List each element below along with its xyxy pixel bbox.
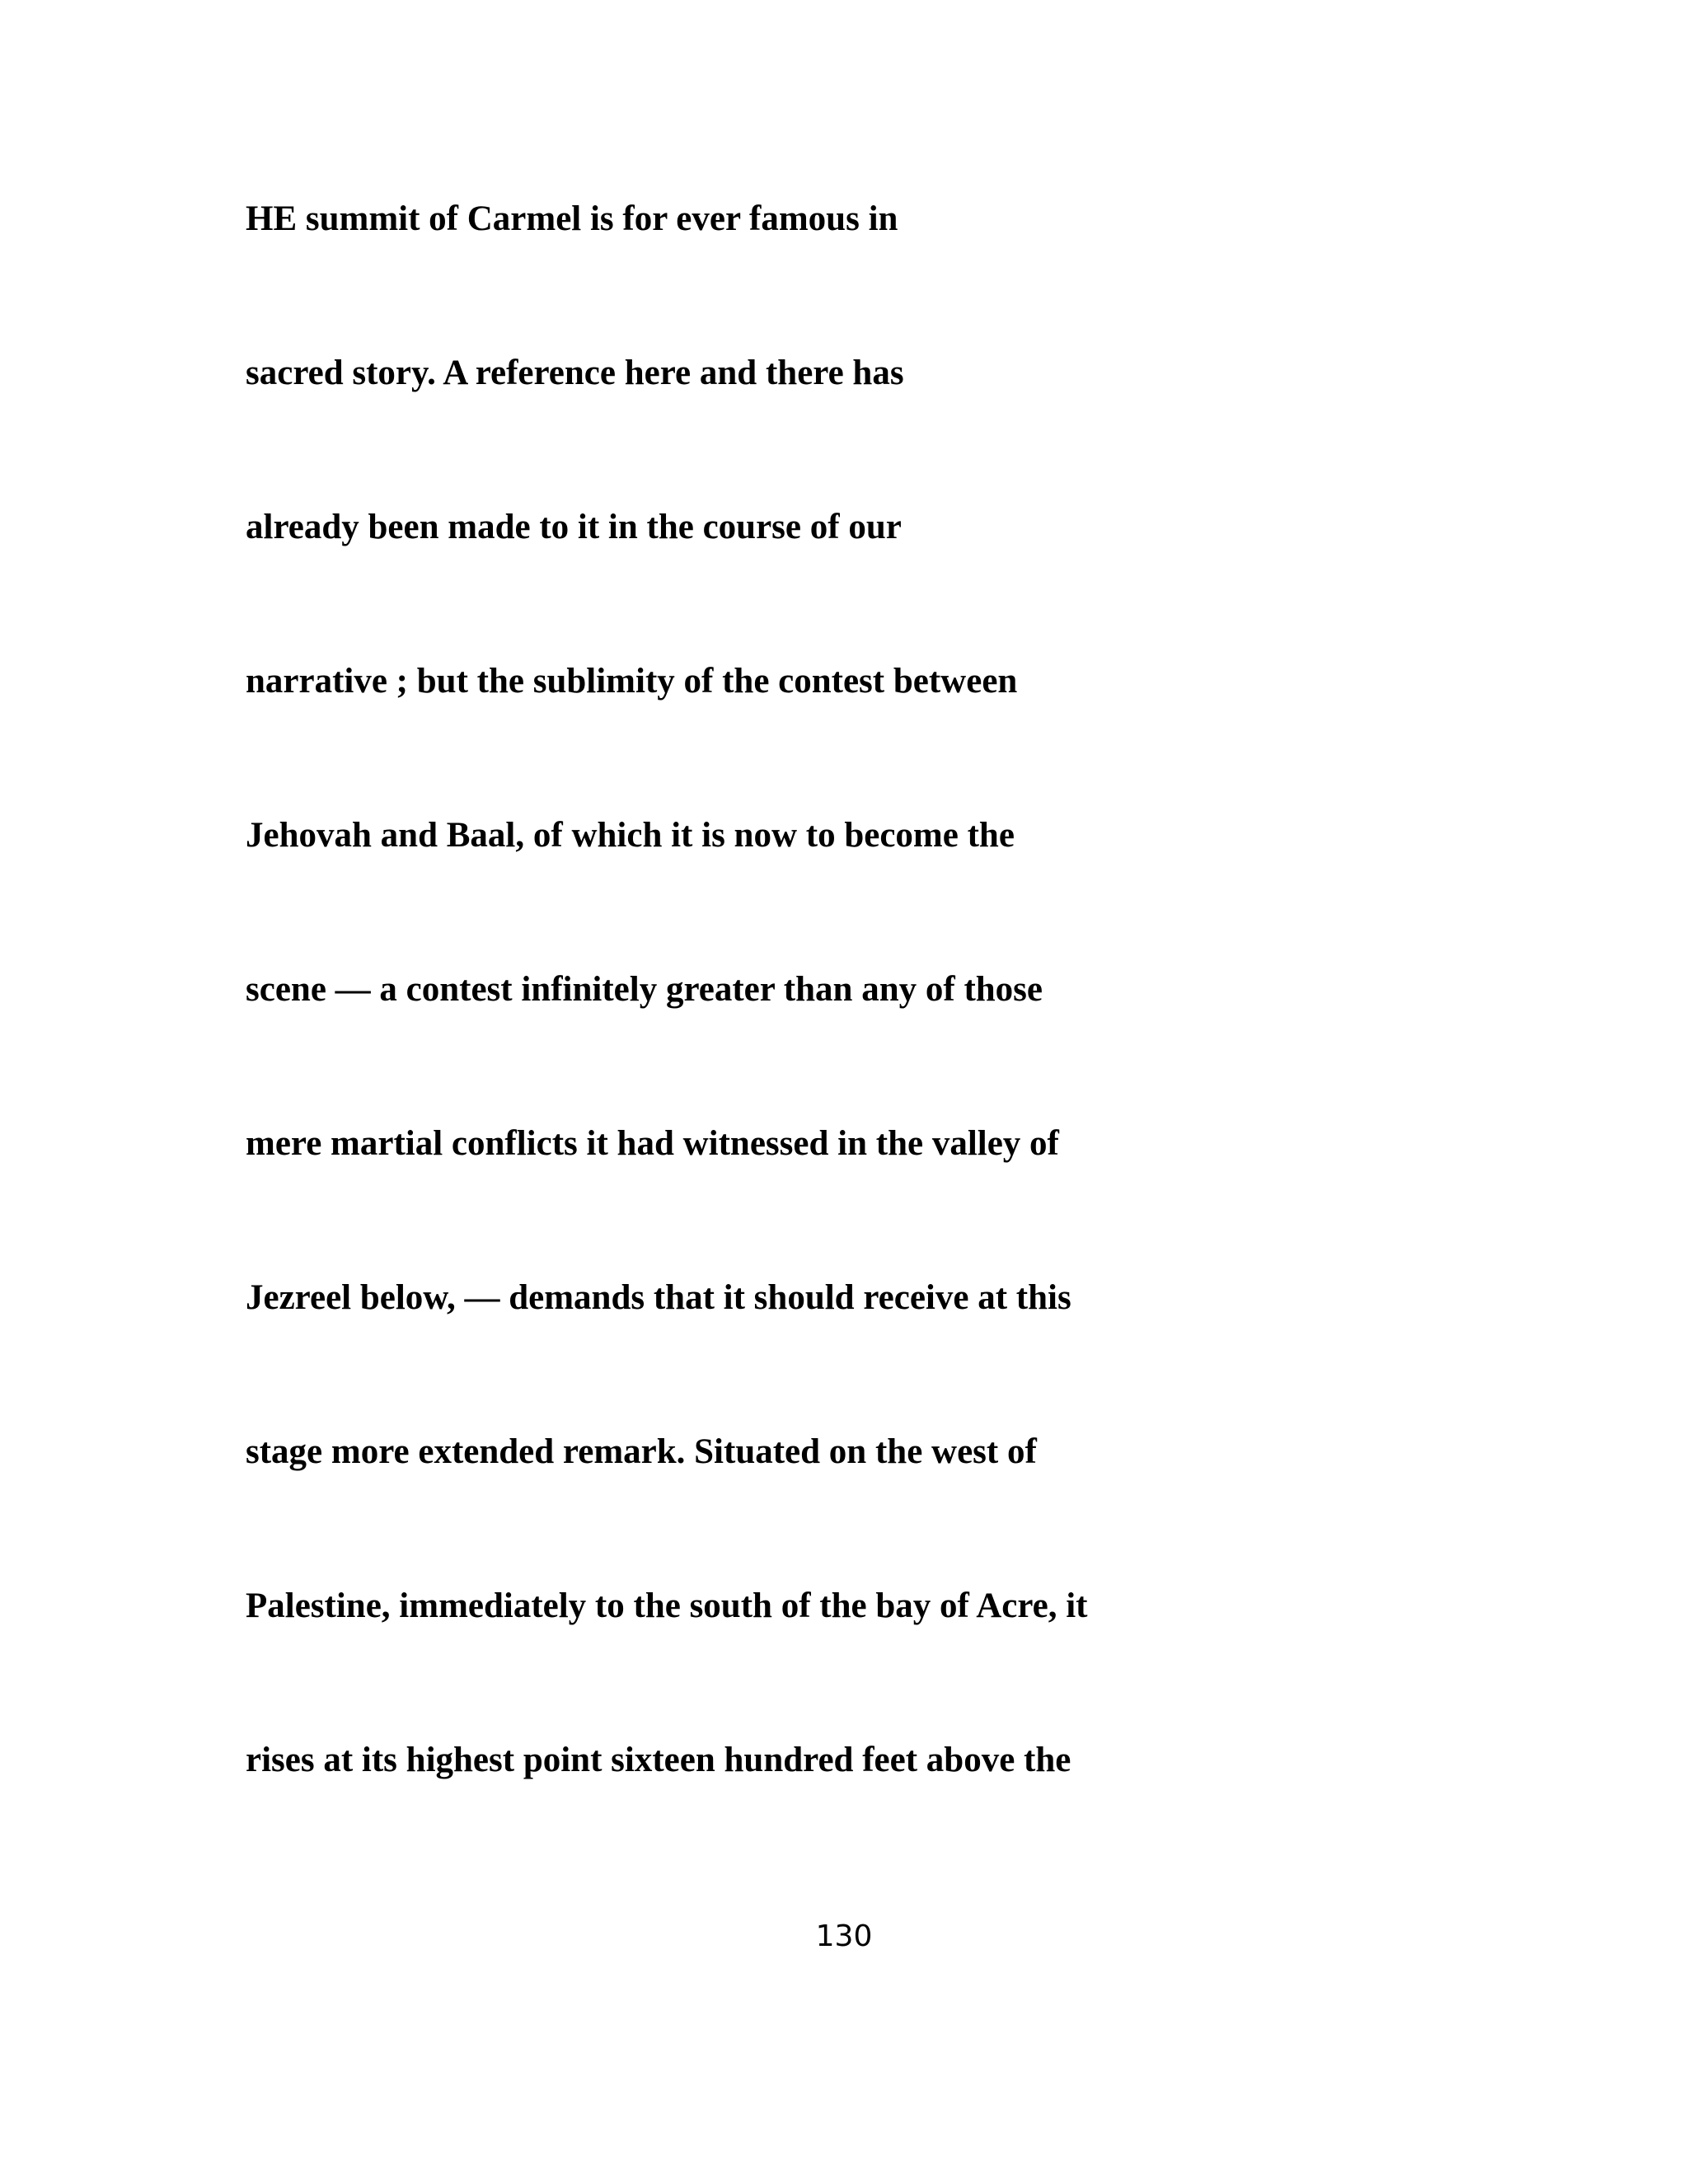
text-line: sacred story. A reference here and there has bbox=[246, 354, 904, 392]
text-line: Jehovah and Baal, of which it is now to become the bbox=[246, 816, 1015, 855]
text-line: scene — a contest infinitely greater than any of those bbox=[246, 970, 1043, 1009]
text-line: mere martial conflicts it had witnessed in the valley of bbox=[246, 1124, 1059, 1163]
text-line: HE summit of Carmel is for ever famous in bbox=[246, 199, 898, 238]
body-text bbox=[246, 180, 1531, 1875]
text-line: stage more extended remark. Situated on the west of bbox=[246, 1432, 1037, 1471]
text-line: Jezreel below, — demands that it should receive at this bbox=[246, 1278, 1071, 1317]
page-number: 130 bbox=[815, 1919, 873, 1953]
text-line: rises at its highest point sixteen hundred feet above the bbox=[246, 1741, 1071, 1779]
text-line: already been made to it in the course of our bbox=[246, 508, 902, 546]
text-line: Palestine, immediately to the south of the bay of Acre, it bbox=[246, 1586, 1088, 1625]
text-line: narrative ; but the sublimity of the contest between bbox=[246, 662, 1018, 701]
